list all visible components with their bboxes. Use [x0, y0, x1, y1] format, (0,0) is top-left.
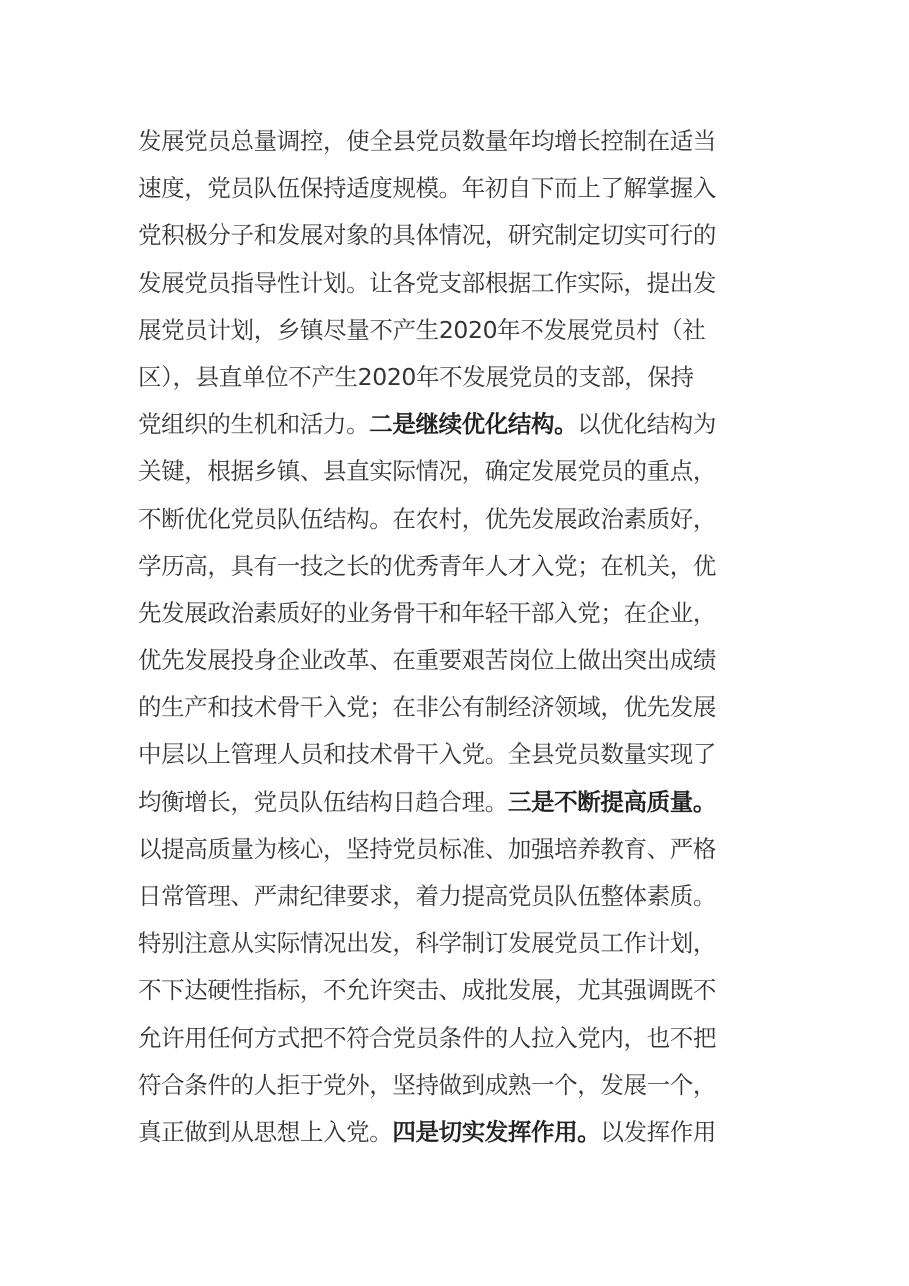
- body-text: 展党员计划，乡镇尽量不产生2020年不发展党员村（社: [138, 315, 706, 344]
- text-line: [138, 448, 778, 495]
- body-text: 学历高，具有一技之长的优秀青年人才入党；在机关，优: [138, 551, 716, 580]
- text-line: [138, 590, 778, 637]
- text-line: [138, 826, 778, 873]
- body-text: 速度，党员队伍保持适度规模。年初自下而上了解掌握入: [138, 174, 716, 203]
- body-text: 不断优化党员队伍结构。在农村，优先发展政治素质好，: [138, 504, 716, 533]
- text-line: [138, 260, 778, 307]
- text-line: [138, 165, 778, 212]
- text-line: [138, 920, 778, 967]
- text-line: [138, 967, 778, 1014]
- text-line: [138, 401, 778, 448]
- text-line: [138, 307, 778, 354]
- body-text: 符合条件的人拒于党外，坚持做到成熟一个，发展一个，: [138, 1070, 716, 1099]
- text-line: [138, 1015, 778, 1062]
- body-text: 允许用任何方式把不符合党员条件的人拉入党内，也不把: [138, 1023, 716, 1052]
- text-line: [138, 1109, 778, 1156]
- body-text: 以发挥作用: [600, 1117, 717, 1146]
- body-text: 不下达硬性指标，不允许突击、成批发展，尤其强调既不: [138, 976, 716, 1005]
- text-line: [138, 354, 778, 401]
- text-line: [138, 637, 778, 684]
- body-text: 发展党员总量调控，使全县党员数量年均增长控制在适当: [138, 127, 716, 155]
- body-text: 中层以上管理人员和技术骨干入党。全县党员数量实现了: [138, 740, 716, 769]
- body-text: 优先发展投身企业改革、在重要艰苦岗位上做出突出成绩: [138, 646, 716, 675]
- body-text: 以优化结构为: [577, 410, 717, 439]
- text-line: [138, 1062, 778, 1109]
- text-line: [138, 212, 778, 259]
- body-text: 真正做到从思想上入党。: [138, 1117, 393, 1146]
- body-text: 党组织的生机和活力。: [138, 410, 370, 439]
- text-line: [138, 779, 778, 826]
- body-text: 党积极分子和发展对象的具体情况，研究制定切实可行的: [138, 221, 716, 250]
- bold-heading-text: 二是继续优化结构。: [369, 410, 578, 439]
- body-text: 的生产和技术骨干入党；在非公有制经济领域，优先发展: [138, 693, 716, 722]
- body-text: 关键，根据乡镇、县直实际情况，确定发展党员的重点，: [138, 457, 716, 486]
- body-text: 均衡增长，党员队伍结构日趋合理。: [138, 787, 508, 816]
- body-text: 区），县直单位不产生2020年不发展党员的支部，保持: [138, 362, 694, 391]
- body-paragraph: [138, 118, 778, 1156]
- bold-heading-text: 四是切实发挥作用。: [392, 1117, 601, 1146]
- body-text: 以提高质量为核心，坚持党员标准、加强培养教育、严格: [138, 834, 716, 863]
- text-line: [138, 873, 778, 920]
- text-line: [138, 684, 778, 731]
- text-line: [138, 731, 778, 778]
- bold-heading-text: 三是不断提高质量。: [507, 787, 717, 816]
- text-line: [138, 118, 778, 165]
- body-text: 发展党员指导性计划。让各党支部根据工作实际，提出发: [138, 268, 716, 297]
- text-line: [138, 496, 778, 543]
- body-text: 先发展政治素质好的业务骨干和年轻干部入党；在企业，: [138, 598, 716, 627]
- body-text: 特别注意从实际情况出发，科学制订发展党员工作计划，: [138, 929, 716, 958]
- text-line: [138, 543, 778, 590]
- body-text: 日常管理、严肃纪律要求，着力提高党员队伍整体素质。: [138, 882, 716, 910]
